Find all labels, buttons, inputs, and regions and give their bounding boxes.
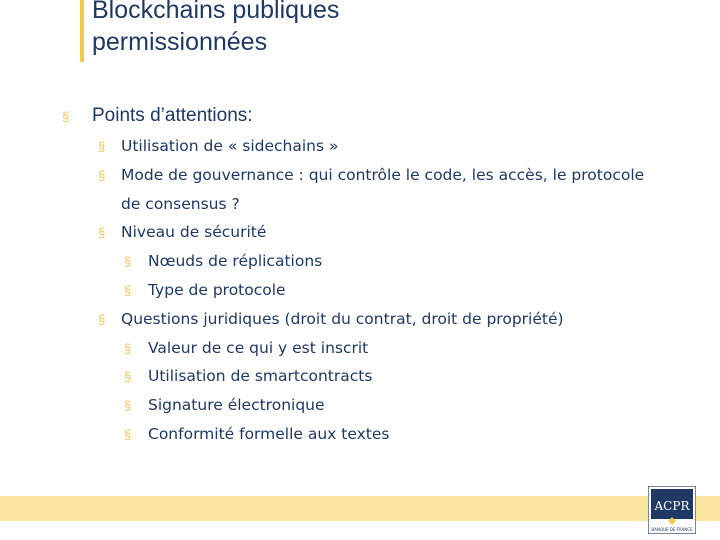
sub-sub-item-text: Nœuds de réplications [148, 252, 323, 271]
bullet-icon: § [98, 225, 106, 241]
title-line-1: Blockchains publiques [92, 0, 340, 24]
bullet-icon: § [98, 167, 106, 183]
sub-sub-item-text: Utilisation de smartcontracts [148, 367, 373, 386]
slide-title [92, 0, 339, 58]
sub-item-text: Utilisation de « sidechains » [121, 137, 339, 155]
sub-item-text: Mode de gouvernance : qui contrôle le code, les accès, le protocole [121, 165, 645, 184]
sub-item-text: Niveau de sécurité [121, 223, 267, 242]
bullet-icon: § [124, 369, 132, 385]
title-accent-bar [80, 0, 84, 62]
acpr-logo [648, 486, 696, 534]
bullet-icon: § [124, 427, 132, 442]
bullet-icon: § [62, 109, 70, 124]
bullet-icon: § [124, 340, 132, 356]
bullet-icon: § [98, 311, 106, 327]
bullet-icon: § [124, 254, 132, 270]
bullet-icon: § [124, 283, 132, 298]
bullet-icon: § [98, 139, 106, 154]
footer-band [0, 496, 720, 521]
bullet-icon: § [124, 398, 132, 414]
title-line-2: permissionnées [92, 28, 268, 56]
sub-item-text: Questions juridiques (droit du contrat, droit de propriété) [121, 309, 564, 328]
logo-subtitle: BANQUE DE FRANCE [651, 527, 693, 532]
sub-sub-item-text: Valeur de ce qui y est inscrit [148, 338, 369, 357]
logo-name: ACPR [654, 499, 690, 513]
sub-sub-item-text: Conformité formelle aux textes [148, 425, 390, 443]
sub-sub-item-text: Type de protocole [148, 281, 286, 299]
main-bullet-text: Points d’attentions: [92, 105, 253, 126]
sub-sub-item-text: Signature électronique [148, 396, 325, 415]
sub-item-text: de consensus ? [121, 194, 240, 213]
